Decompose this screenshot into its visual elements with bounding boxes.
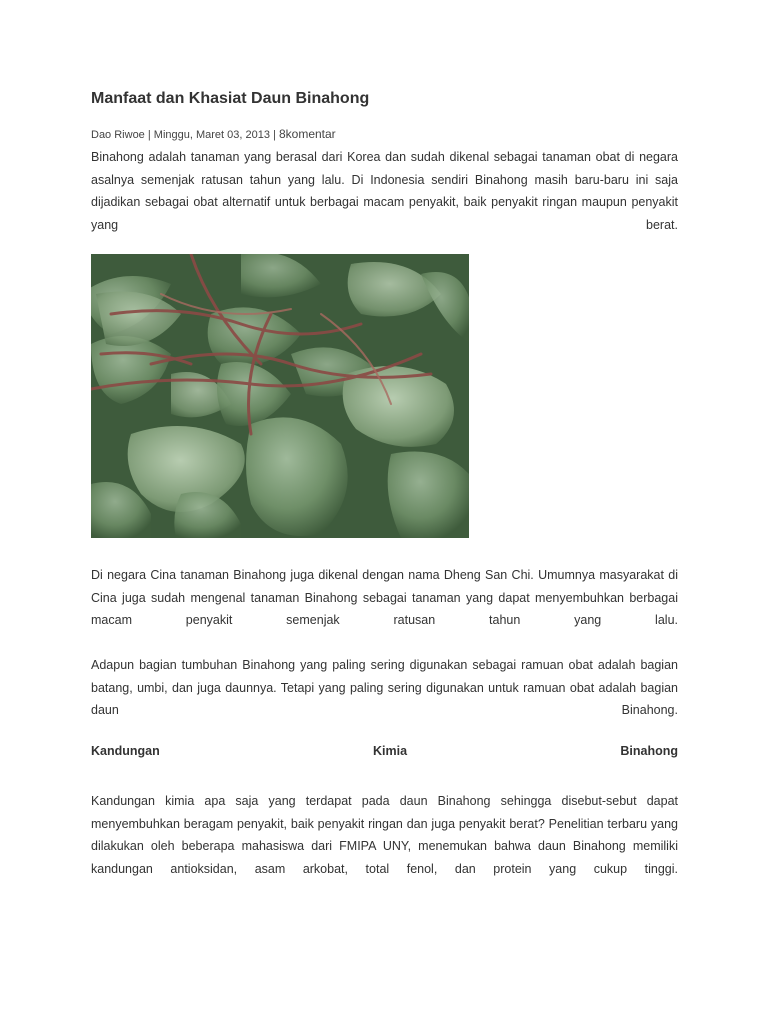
- text-line: dilakukan oleh beberapa mahasiswa dari FMIPA UNY, menemukan bahwa daun Binahong memiliki: [91, 839, 678, 853]
- text-line: batang, umbi, dan juga daunnya. Tetapi yang paling sering digunakan untuk ramuan obat adalah bagian: [91, 680, 678, 695]
- text-line: Binahong adalah tanaman yang berasal dari Korea dan sudah dikenal sebagai tanaman obat di negara: [91, 150, 678, 164]
- intro-paragraph: [91, 146, 678, 236]
- article-meta: [91, 127, 336, 141]
- text-line: kandungan antioksidan, asam arkobat, total fenol, dan protein yang cukup tinggi.: [91, 861, 678, 876]
- text-line: Kandungan kimia apa saja yang terdapat pada daun Binahong sehingga disebut-sebut dapat: [91, 794, 678, 808]
- text-line: macam penyakit semenjak ratusan tahun yang lalu.: [91, 613, 678, 627]
- paragraph-3: [91, 654, 678, 722]
- post-date: Minggu, Maret 03, 2013: [153, 129, 270, 141]
- meta-separator: |: [269, 129, 279, 141]
- text-line: asalnya semenjak ratusan tahun yang lalu. Di Indonesia sendiri Binahong masih baru-baru ini saja: [91, 172, 678, 187]
- paragraph-4: [91, 790, 678, 880]
- heading-word: Kimia: [373, 744, 408, 758]
- comments-link[interactable]: 8komentar: [278, 127, 336, 141]
- binahong-leaves-photo: [91, 254, 469, 538]
- heading-word: Binahong: [620, 744, 678, 758]
- heading-word: Kandungan: [91, 744, 160, 758]
- paragraph-2: [91, 564, 678, 632]
- text-line: dijadikan sebagai obat alternatif untuk berbagai macam penyakit, baik penyakit ringan maupun penyakit: [91, 195, 678, 209]
- text-line: Cina juga sudah mengenal tanaman Binahong sebagai tanaman yang dapat menyembuhkan berbagai: [91, 590, 678, 605]
- text-line: daun Binahong.: [91, 703, 678, 717]
- section-heading: [91, 744, 678, 758]
- meta-separator: |: [144, 129, 154, 141]
- text-line: Adapun bagian tumbuhan Binahong yang paling sering digunakan sebagai ramuan obat adalah bagian: [91, 658, 678, 672]
- article-title: Manfaat dan Khasiat Daun Binahong: [91, 90, 370, 107]
- text-line: yang berat.: [91, 217, 678, 232]
- text-line: Di negara Cina tanaman Binahong juga dikenal dengan nama Dheng San Chi. Umumnya masyarakat di: [91, 568, 678, 582]
- author-link[interactable]: Dao Riwoe: [91, 129, 145, 141]
- text-line: menyembuhkan beragam penyakit, baik penyakit ringan dan juga penyakit berat? Penelitian terbaru yang: [91, 816, 678, 831]
